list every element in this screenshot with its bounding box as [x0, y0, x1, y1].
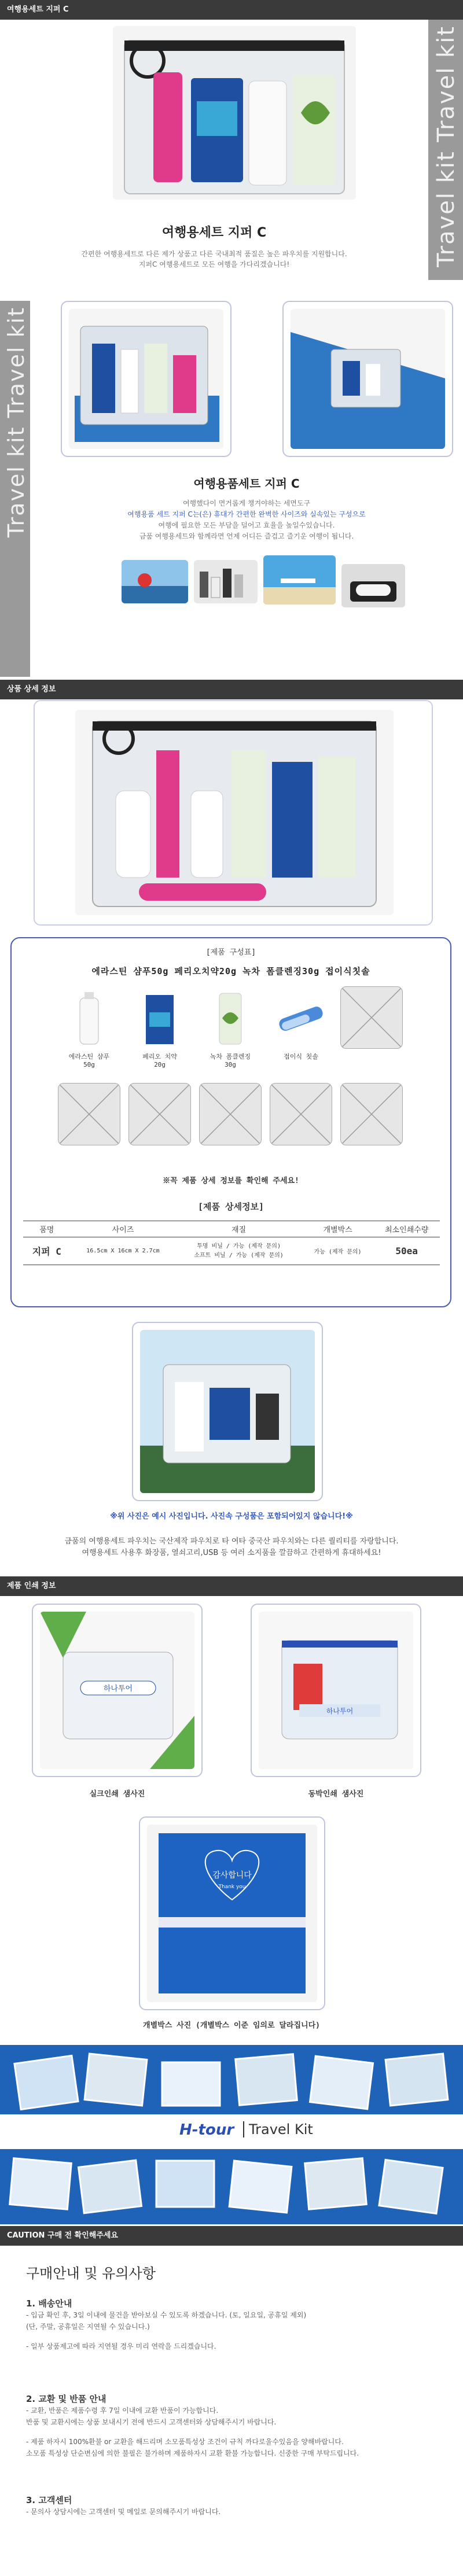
- product-detail-bar: [0, 680, 463, 699]
- item-shampoo-image: [58, 986, 120, 1049]
- box-photo-frame: [139, 1816, 325, 2010]
- caution-s1-line2: (단, 주말, 공휴일은 지연될 수 있습니다.): [26, 2323, 150, 2331]
- caution-bar-title: CAUTION 구매 전 확인해주세요: [7, 2231, 118, 2240]
- print-info-bar-title: 제품 인쇄 정보: [7, 1582, 56, 1590]
- spec-header-minqty: 최소인쇄수량: [373, 1221, 440, 1237]
- travel-kit-vertical-text-right: Travel kit Travel kit: [433, 25, 460, 267]
- item-empty-slot-4: [199, 1083, 262, 1145]
- intro-line4: 금품 여행용세트와 함께라면 언제 어디든 즐겁고 즐기운 여행이 됩니다.: [139, 532, 354, 540]
- intro-text-block: [30, 474, 463, 542]
- item-toothpaste-size: 20g: [154, 1061, 166, 1068]
- foil-print-label: 동박인쇄 샘사진: [308, 1790, 364, 1799]
- spec-value-name: 지퍼 C: [23, 1237, 71, 1265]
- foil-logo-text: 하나투어: [326, 1707, 354, 1715]
- print-info-bar: [0, 1576, 463, 1596]
- caution-s1-line3: - 일부 상품제고에 따라 지연될 경우 미리 연락을 드리겠습니다.: [26, 2342, 216, 2350]
- item-shampoo-caption: [55, 1052, 123, 1068]
- intro-line1: 여행했다이 면거롭게 챙겨야하는 세면도구: [182, 499, 311, 507]
- item-empty-slot-2: [58, 1083, 120, 1145]
- caution-notice: [26, 2262, 443, 2518]
- silk-print-photo: [40, 1612, 194, 1769]
- spec-material-line1: 투명 비닐 / 가능 (제작 문의): [197, 1243, 281, 1250]
- caution-s1-title: 1. 배송안내: [26, 2298, 72, 2309]
- product-photo-2: [291, 309, 445, 449]
- caution-s1-line1: - 입금 확인 후, 3일 이내에 물건을 받아보실 수 있도록 하겠습니다. (토, 일요일, 공휴일 제외): [26, 2311, 307, 2319]
- caution-s3-line1: - 문의사 상담시에는 고객센터 및 메일로 문의해주시기 바랍니다.: [26, 2508, 221, 2516]
- product-photo-frame-1: [61, 301, 232, 457]
- caution-s3-title: 3. 고객센터: [26, 2495, 72, 2505]
- item-cleanser-name: 녹차 폼클렌징: [210, 1053, 251, 1060]
- spec-header-box: 개별박스: [302, 1221, 373, 1237]
- product-detail-bar-title: 상품 상세 정보: [7, 685, 56, 694]
- hero-title: 여행용세트 지퍼 C: [161, 226, 267, 240]
- product-photo-1: [69, 309, 223, 449]
- spec-heading: [제품 상세정보]: [197, 1202, 264, 1212]
- item-toothpaste-caption: [126, 1052, 194, 1068]
- foil-print-photo: [259, 1612, 413, 1769]
- spec-data-row: [23, 1237, 440, 1265]
- silk-logo-text: 하나투어: [103, 1685, 133, 1693]
- spec-value-box: 가능 (제작 문의): [302, 1237, 373, 1265]
- hero-text-block: [0, 223, 428, 270]
- hero-desc-line1: 간편한 여행용세트로 다른 제가 상품고 다른 국내최적 품질은 높은 파우치를 지원합니다.: [81, 250, 347, 258]
- item-cleanser-size: 30g: [225, 1061, 236, 1068]
- travel-kit-side-strip-right: [428, 20, 463, 280]
- caution-s2-line4: 소모품 특성상 단순변심에 의한 불필은 불가하며 제품하자시 교환 환불 가능합니다. 신중한 구매 부탁드립니다.: [26, 2449, 359, 2457]
- travel-photo-2: [194, 560, 258, 603]
- caution-s2-title: 2. 교환 및 반품 안내: [26, 2394, 106, 2404]
- caution-title: 구매안내 및 유의사항: [26, 2265, 156, 2282]
- spec-header-row: [23, 1221, 440, 1237]
- usage-photo-frame: [132, 1322, 323, 1501]
- item-toothbrush-caption: [267, 1052, 335, 1061]
- box-thanks-text: 감사합니다: [212, 1871, 252, 1880]
- usage-desc-block: [0, 1536, 463, 1559]
- item-cleanser-caption: [196, 1052, 264, 1068]
- item-empty-slot-3: [128, 1083, 191, 1145]
- spec-value-material: [175, 1237, 302, 1265]
- usage-desc-line2: 여행용세트 사용후 화장품, 열쇠고리,USB 등 여러 소지품을 깔끔하고 간편하게 휴대하세요!: [82, 1549, 381, 1557]
- caution-bar: [0, 2226, 463, 2246]
- travel-photo-1: [122, 560, 188, 603]
- top-bar-title: 여행용세트 지퍼 C: [7, 5, 69, 14]
- travel-photo-4: [341, 564, 405, 607]
- travel-kit-side-strip-left: [0, 301, 30, 677]
- spec-header-size: 사이즈: [71, 1221, 176, 1237]
- spec-material-line2: 소프트 비닐 / 가능 (제작 문의): [194, 1252, 284, 1259]
- item-toothbrush-name: 접이식 칫솔: [284, 1053, 318, 1060]
- item-toothbrush-image: [270, 986, 332, 1049]
- intro-line2: 여행용품 세트 지퍼 C는(은) 휴대가 간편한 완벽한 사이즈와 실속있는 구성으로: [127, 510, 366, 518]
- spec-value-minqty: 50ea: [373, 1237, 440, 1265]
- composition-line: 에라스틴 샴푸50g 페리오치약20g 녹차 폼클렌징30g 접이식칫솔: [91, 966, 370, 976]
- usage-photo: [140, 1330, 315, 1493]
- composition-heading: [제품 구성표]: [205, 948, 256, 957]
- spec-header-name: 품명: [23, 1221, 71, 1237]
- item-empty-slot-6: [340, 1083, 403, 1145]
- caution-s2-line2: 반품 및 교환시에는 상품 보내시기 전에 반드시 고객센터와 상담해주시기 바랍니다.: [26, 2418, 277, 2426]
- item-empty-slot-5: [270, 1083, 332, 1145]
- item-toothpaste-name: 페리오 치약: [142, 1053, 177, 1060]
- detail-photo-frame: [34, 700, 433, 926]
- item-empty-slot-1: [340, 986, 403, 1049]
- travel-photo-3: [263, 555, 336, 605]
- caution-s2-line1: - 교환, 반품은 제품수령 후 7일 이내에 교환 반품이 가능합니다.: [26, 2407, 219, 2415]
- foil-print-frame: [251, 1604, 421, 1777]
- item-shampoo-size: 50g: [83, 1061, 95, 1068]
- travel-kit-vertical-text-left: Travel kit Travel kit: [3, 307, 29, 538]
- box-photo-label: 개별박스 사진 (개별박스 이준 임의로 달라집니다): [143, 2021, 320, 2030]
- usage-desc-line1: 금품의 여행용세트 파우치는 국산제작 파우치로 타 여타 중국산 파우치와는 다른 퀄리티를 자랑합니다.: [64, 1537, 399, 1546]
- usage-caption: ※위 사진은 예시 사진입니다. 사진속 구성품은 포함되어있지 않습니다!※: [110, 1512, 353, 1521]
- spec-header-material: 재질: [175, 1221, 302, 1237]
- item-toothpaste-image: [128, 986, 191, 1049]
- banner-text: Travel Kit: [243, 2121, 313, 2138]
- hero-desc-line2: 지퍼C 여행용세트로 모든 여행을 가다리겠습니다!: [138, 260, 290, 268]
- product-photo-frame-2: [282, 301, 453, 457]
- spec-table: [23, 1221, 440, 1265]
- banner-brand: H-tour: [179, 2121, 234, 2139]
- item-shampoo-name: 에라스틴 샴푸: [68, 1053, 110, 1060]
- top-section-bar: [0, 0, 463, 20]
- intro-line3: 여행에 필요한 모든 부담을 덜어고 효율을 높일수있습니다.: [158, 521, 335, 529]
- silk-print-frame: [32, 1604, 203, 1777]
- item-cleanser-image: [199, 986, 262, 1049]
- silk-print-label: 실크인쇄 샘사진: [89, 1790, 145, 1799]
- box-thanks-sub: Thank you: [218, 1884, 246, 1890]
- travel-kit-banner: [0, 2045, 463, 2224]
- intro-title: 여행용품세트 지퍼 C: [193, 477, 300, 491]
- detail-product-photo: [75, 710, 394, 915]
- box-photo: [147, 1825, 317, 2002]
- hero-product-image: [113, 26, 356, 200]
- caution-s2-line3: - 제품 하자시 100%환불 or 교환을 해드리며 소모품특성상 조건이 규칙 까다로울수있음을 양해바랍니다.: [26, 2438, 344, 2446]
- composition-note: ※꼭 제품 상세 정보를 확인해 주세요!: [163, 1177, 299, 1185]
- spec-value-size: 16.5cm X 16cm X 2.7cm: [71, 1237, 176, 1265]
